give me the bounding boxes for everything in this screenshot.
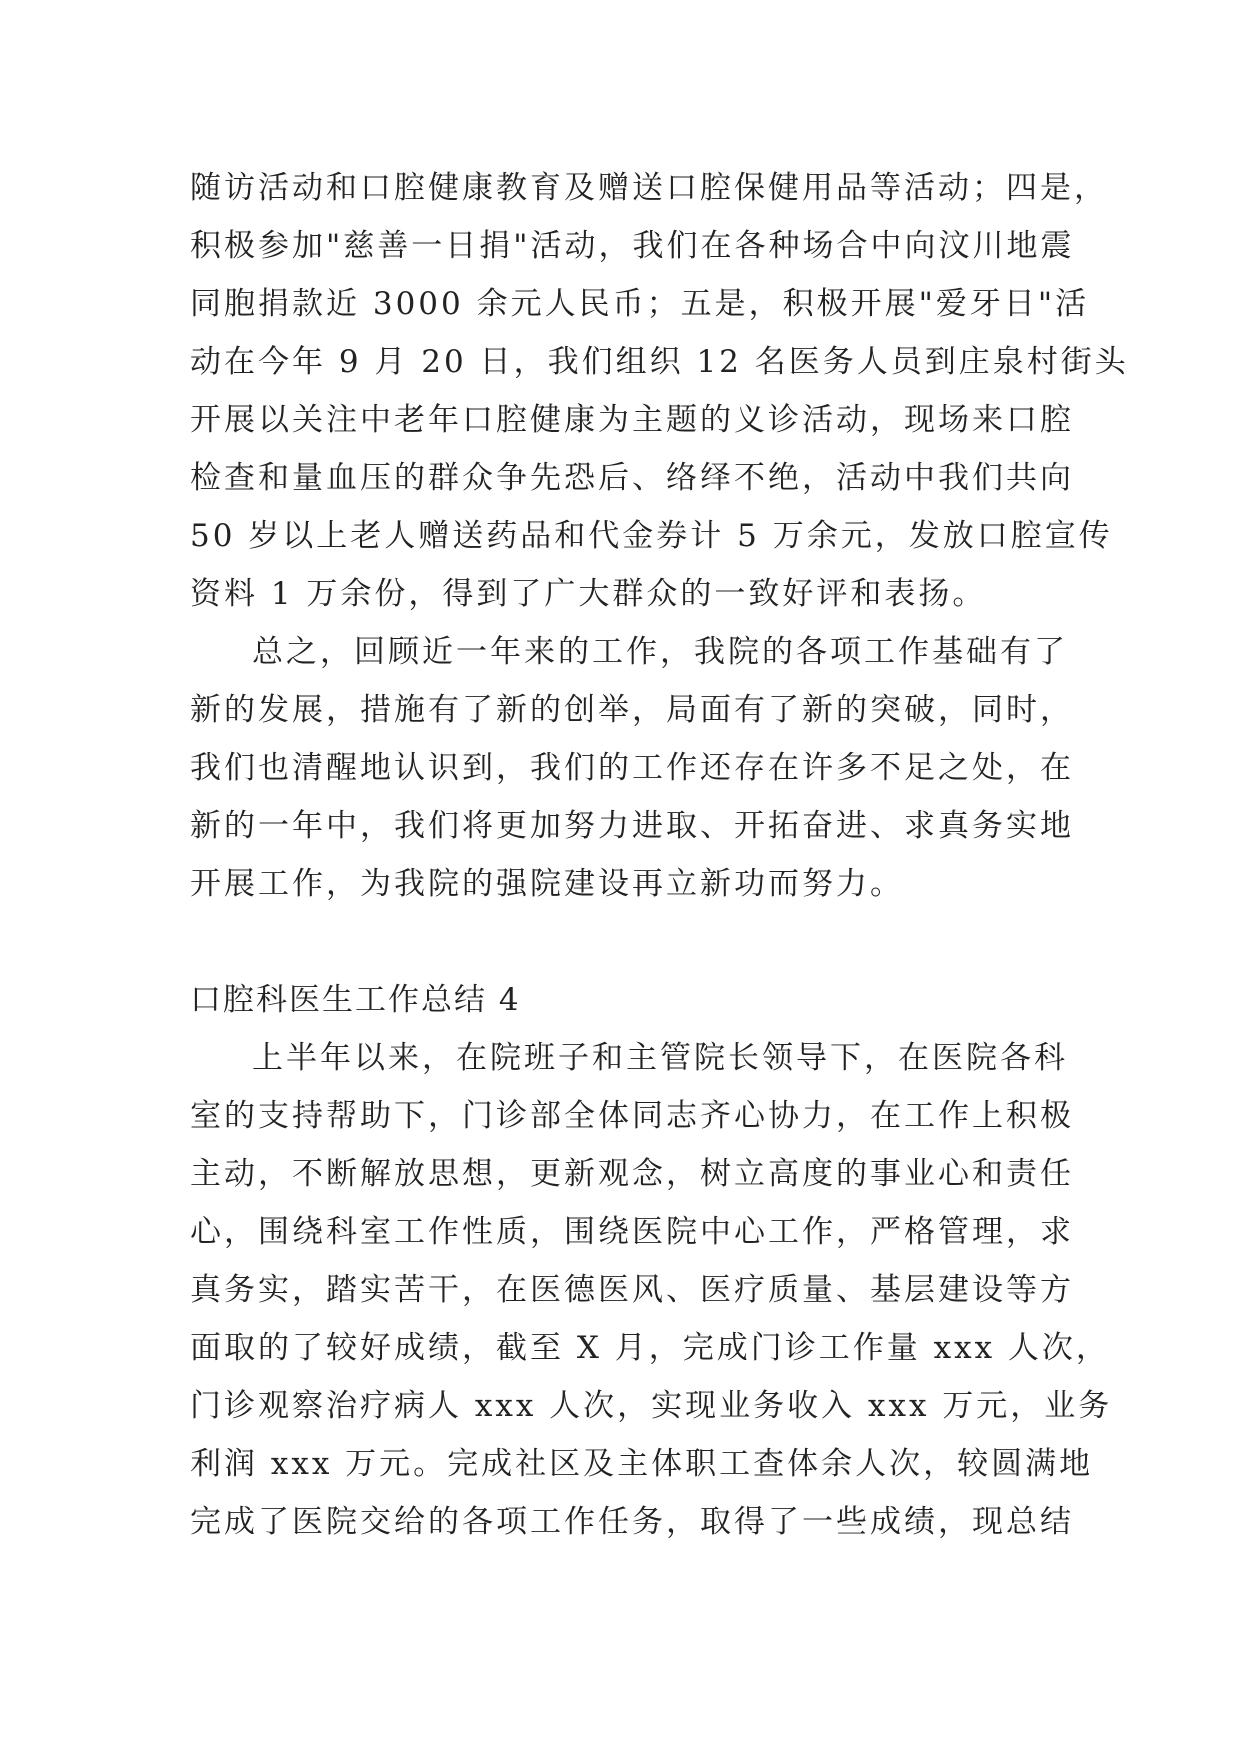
body-line: 开展工作，为我院的强院建设再立新功而努力。 [190,866,904,902]
body-line: 资料 1 万余份，得到了广大群众的一致好评和表扬。 [190,576,987,612]
section-title: 口腔科医生工作总结 4 [190,982,521,1018]
body-line: 动在今年 9 月 20 日，我们组织 12 名医务人员到庄泉村街头 [190,344,1129,380]
body-line: 积极参加"慈善一日捐"活动，我们在各种场合中向汶川地震 [190,228,1075,264]
body-line: 同胞捐款近 3000 余元人民币；五是，积极开展"爱牙日"活 [190,286,1090,322]
paragraph-first-line: 上半年以来，在院班子和主管院长领导下，在医院各科 [252,1040,1068,1076]
body-line: 真务实，踏实苦干，在医德医风、医疗质量、基层建设等方 [190,1272,1074,1308]
body-line: 随访活动和口腔健康教育及赠送口腔保健用品等活动；四是， [190,170,1108,206]
paragraph-first-line: 总之，回顾近一年来的工作，我院的各项工作基础有了 [252,634,1068,670]
body-line: 50 岁以上老人赠送药品和代金券计 5 万余元，发放口腔宣传 [190,518,1113,554]
body-line: 新的一年中，我们将更加努力进取、开拓奋进、求真务实地 [190,808,1074,844]
body-line: 心，围绕科室工作性质，围绕医院中心工作，严格管理，求 [190,1214,1074,1250]
body-line: 主动，不断解放思想，更新观念，树立高度的事业心和责任 [190,1156,1074,1192]
body-line: 门诊观察治疗病人 xxx 人次，实现业务收入 xxx 万元，业务 [190,1388,1113,1424]
body-line: 利润 xxx 万元。完成社区及主体职工查体余人次，较圆满地 [190,1446,1094,1482]
body-line: 开展以关注中老年口腔健康为主题的义诊活动，现场来口腔 [190,402,1074,438]
body-line: 室的支持帮助下，门诊部全体同志齐心协力，在工作上积极 [190,1098,1074,1134]
body-line: 面取的了较好成绩，截至 X 月，完成门诊工作量 xxx 人次， [190,1330,1110,1366]
body-line: 新的发展，措施有了新的创举，局面有了新的突破，同时， [190,692,1074,728]
body-line: 完成了医院交给的各项工作任务，取得了一些成绩，现总结 [190,1504,1074,1540]
body-line: 检查和量血压的群众争先恐后、络绎不绝，活动中我们共向 [190,460,1074,496]
body-line: 我们也清醒地认识到，我们的工作还存在许多不足之处，在 [190,750,1074,786]
